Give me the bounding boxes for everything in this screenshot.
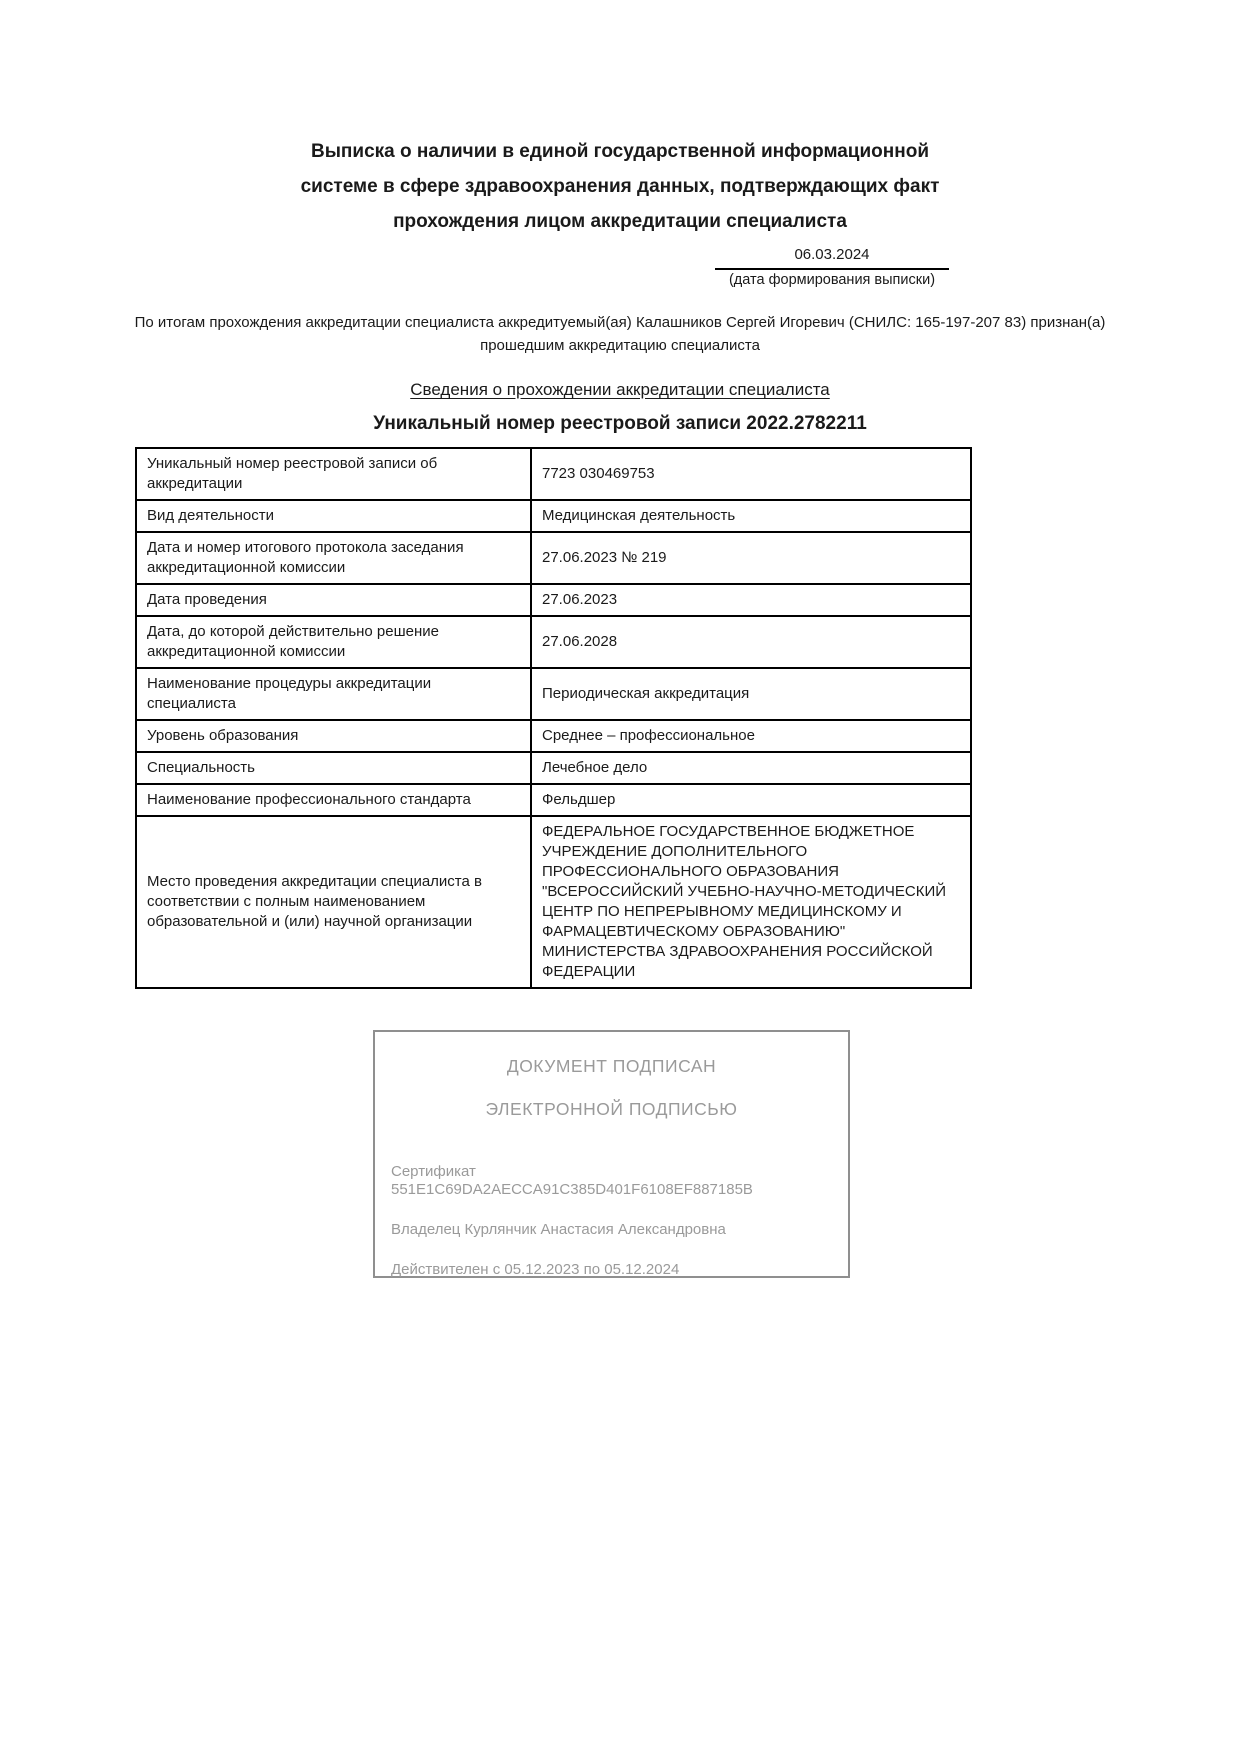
table-row xyxy=(136,584,971,616)
table-row xyxy=(136,784,971,816)
row-value: 27.06.2028 xyxy=(531,616,971,668)
row-value: 27.06.2023 xyxy=(531,584,971,616)
row-value: Периодическая аккредитация xyxy=(531,668,971,720)
signature-title-line-1: ДОКУМЕНТ ПОДПИСАН xyxy=(506,1056,717,1076)
table-row xyxy=(136,720,971,752)
table-row xyxy=(136,448,971,500)
section-heading: Сведения о прохождении аккредитации специалиста xyxy=(410,380,830,399)
accreditation-details-table xyxy=(135,447,972,989)
row-label: Специальность xyxy=(136,752,531,784)
issue-date-block xyxy=(715,244,949,291)
row-value: ФЕДЕРАЛЬНОЕ ГОСУДАРСТВЕННОЕ БЮДЖЕТНОЕ УЧРЕЖДЕНИЕ ДОПОЛНИТЕЛЬНОГО ПРОФЕССИОНАЛЬНОГО ОБРАЗОВАНИЯ "ВСЕРОССИЙСКИЙ УЧЕБНО-НАУЧНО-МЕТОДИЧЕСКИЙ ЦЕНТР ПО НЕПРЕРЫВНОМУ МЕДИЦИНСКОМУ И ФАРМАЦЕВТИЧЕСКОМУ ОБРАЗОВАНИЮ" МИНИСТЕРСТВА ЗДРАВООХРАНЕНИЯ РОССИЙСКОЙ ФЕДЕРАЦИИ xyxy=(531,816,971,988)
row-label: Дата, до которой действительно решение аккредитационной комиссии xyxy=(136,616,531,668)
electronic-signature-stamp xyxy=(373,1030,850,1278)
signature-certificate: Сертификат 551E1C69DA2AECCA91C385D401F6108EF887185B xyxy=(391,1163,753,1198)
row-label: Уникальный номер реестровой записи об аккредитации xyxy=(136,448,531,500)
table-row xyxy=(136,500,971,532)
row-value: Медицинская деятельность xyxy=(531,500,971,532)
table-row xyxy=(136,752,971,784)
document-title xyxy=(0,134,1240,239)
row-label: Дата и номер итогового протокола заседания аккредитационной комиссии xyxy=(136,532,531,584)
accreditation-result-paragraph: По итогам прохождения аккредитации специалиста аккредитуемый(ая) Калашников Сергей Игоревич (СНИЛС: 165-197-207 83) признан(а) прошедшим аккредитацию специалиста xyxy=(134,314,1106,354)
document-title-line-3: прохождения лицом аккредитации специалиста xyxy=(393,211,847,232)
row-value: Фельдшер xyxy=(531,784,971,816)
table-row xyxy=(136,668,971,720)
issue-date-caption: (дата формирования выписки) xyxy=(728,272,936,288)
row-label: Место проведения аккредитации специалиста в соответствии с полным наименованием образовательной и (или) научной организации xyxy=(136,816,531,988)
signature-title-line-2: ЭЛЕКТРОННОЙ ПОДПИСЬЮ xyxy=(485,1099,738,1119)
signature-validity: Действителен с 05.12.2023 по 05.12.2024 xyxy=(391,1261,680,1278)
row-value: Среднее – профессиональное xyxy=(531,720,971,752)
row-label: Дата проведения xyxy=(136,584,531,616)
row-label: Наименование процедуры аккредитации специалиста xyxy=(136,668,531,720)
table-row xyxy=(136,616,971,668)
row-value: Лечебное дело xyxy=(531,752,971,784)
row-value: 27.06.2023 № 219 xyxy=(531,532,971,584)
row-label: Уровень образования xyxy=(136,720,531,752)
table-row xyxy=(136,816,971,988)
registry-record-heading: Уникальный номер реестровой записи 2022.2782211 xyxy=(373,413,867,434)
issue-date-value: 06.03.2024 xyxy=(715,244,949,270)
table-row xyxy=(136,532,971,584)
row-value: 7723 030469753 xyxy=(531,448,971,500)
signature-owner: Владелец Курлянчик Анастасия Александровна xyxy=(391,1221,726,1238)
document-title-line-1: Выписка о наличии в единой государственной информационной xyxy=(310,141,930,162)
row-label: Вид деятельности xyxy=(136,500,531,532)
document-title-line-2: системе в сфере здравоохранения данных, подтверждающих факт xyxy=(300,176,940,197)
row-label: Наименование профессионального стандарта xyxy=(136,784,531,816)
